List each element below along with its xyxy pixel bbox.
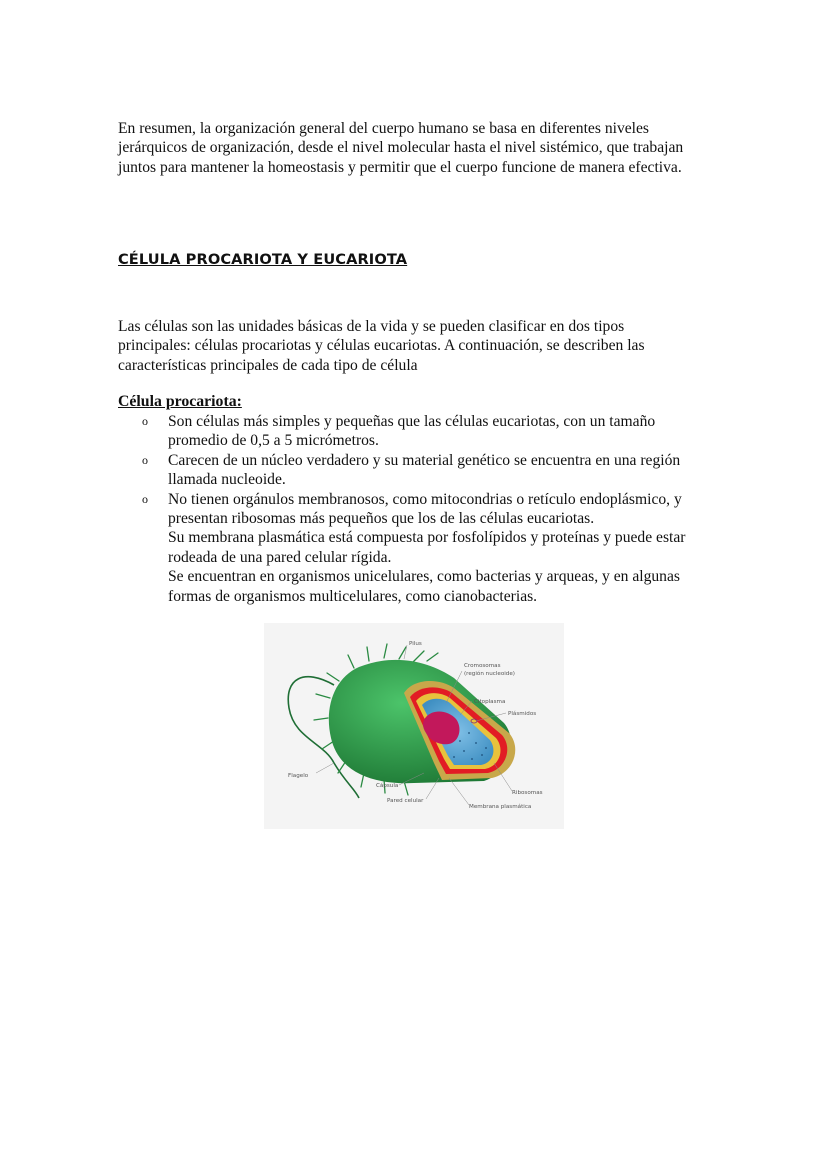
bullet-icon: o [142,491,148,506]
label-citoplasma: Citoplasma [474,699,506,705]
list-item-text: Son células más simples y pequeñas que las células eucariotas, con un tamaño promedio de 0,5 a 5 micrómetros. [168,413,656,450]
label-capsula: Cápsula [376,783,399,789]
label-pared-celular: Pared celular [387,798,424,804]
label-ribosomas: Ribosomas [512,790,543,796]
label-flagelo: Flagelo [288,773,309,779]
bullet-icon: o [142,452,148,467]
continuation-text: Se encuentran en organismos unicelulares, como bacterias y arqueas, y en algunas formas de organismos multicelulares, como cianobacterias. [168,568,680,605]
procariota-list [118,412,718,606]
label-membrana-plasmatica: Membrana plasmática [469,804,532,810]
list-item-text: Carecen de un núcleo verdadero y su material genético se encuentra en una región llamada nucleoide. [168,451,681,489]
bullet-icon: o [142,414,148,428]
list-item [118,451,718,490]
list-item [118,412,718,451]
label-pilus: Pilus [409,641,422,647]
prokaryotic-cell-diagram [264,623,564,829]
intro-paragraph: En resumen, la organización general del cuerpo humano se basa en diferentes niveles jerárquicos de organización, desde el nivel molecular hasta el nivel sistémico, que trabajan juntos para mantener la homeostasis y permitir que el cuerpo funcione de manera efectiva. [118,120,684,176]
procariota-title: Célula procariota: [118,393,242,410]
label-plasmidos: Plásmidos [508,711,537,717]
cell-illustration [264,623,564,829]
list-item-text: No tienen orgánulos membranosos, como mitocondrias o retículo endoplásmico, y presentan ribosomas más pequeños que los de las células eucariotas. [168,490,682,528]
label-region-nucleoide: (región nucleoide) [464,671,515,677]
section-intro-paragraph: Las células son las unidades básicas de la vida y se pueden clasificar en dos tipos principales: células procariotas y células eucariotas. A continuación, se describen las características principales de cada tipo de célula [118,318,645,374]
list-item [118,490,718,606]
section-heading: CÉLULA PROCARIOTA Y EUCARIOTA [118,251,408,268]
continuation-text: Su membrana plasmática está compuesta por fosfolípidos y proteínas y puede estar rodeada de una pared celular rígida. [168,529,686,566]
label-cromosomas: Cromosomas [464,663,501,669]
